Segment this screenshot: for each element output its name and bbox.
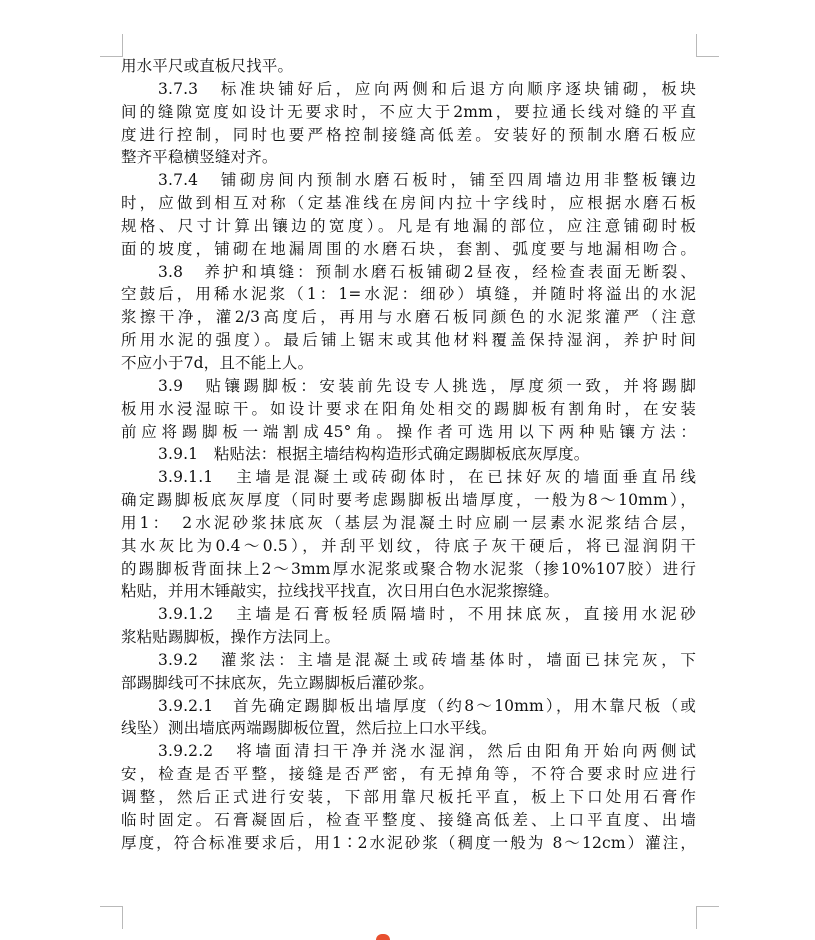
text-line: 空鼓后，用稀水泥浆（1：1=水泥：细砂）填缝，并随时将溢出的水泥 [121, 285, 696, 304]
text-line: 临时固定。石膏凝固后，检查平整度、接缝高低差、上口平直度、出墙 [121, 810, 696, 829]
text-line: 线坠）测出墙底两端踢脚板位置，然后拉上口水平线。 [121, 719, 497, 738]
paragraph-first-line: 3.9.2.2 将墙面清扫干净并浇水湿润，然后由阳角开始向两侧试 [158, 742, 696, 761]
text-line: 用水平尺或直板尺找平。 [121, 57, 294, 75]
text-line: 浆粘贴踢脚板，操作方法同上。 [121, 628, 341, 647]
text-line: 部踢脚线可不抹底灰，先立踢脚板后灌砂浆。 [121, 673, 435, 692]
page-edge-mark [376, 934, 390, 940]
margin-corner-top-right [696, 34, 719, 57]
text-line: 面的坡度，铺砌在地漏周围的水磨石块，套割、弧度要与地漏相吻合。 [121, 239, 696, 258]
paragraph-first-line: 3.9.1.2 主墙是石膏板轻质隔墙时，不用抹底灰，直接用水泥砂 [158, 605, 696, 624]
text-line: 度进行控制，同时也要严格控制接缝高低差。安装好的预制水磨石板应 [121, 125, 696, 144]
paragraph-first-line: 3.9.1.1 主墙是混凝土或砖砌体时，在已抹好灰的墙面垂直吊线 [158, 468, 696, 487]
margin-corner-bottom-right [696, 906, 719, 929]
text-line: 前应将踢脚板一端割成45°角。操作者可选用以下两种贴镶方法： [121, 422, 696, 441]
text-line: 整齐平稳横竖缝对齐。 [121, 148, 278, 167]
paragraph-first-line: 3.9.2 灌浆法：主墙是混凝土或砖墙基体时，墙面已抹完灰，下 [158, 650, 696, 669]
paragraph-first-line: 3.9 贴镶踢脚板：安装前先设专人挑选，厚度须一致，并将踢脚 [158, 376, 696, 395]
paragraph-first-line: 3.9.2.1 首先确定踢脚板出墙厚度（约8～10mm），用木靠尺板（或 [158, 696, 696, 715]
text-line: 粘贴，并用木锤敲实，拉线找平找直，次日用白色水泥浆擦缝。 [121, 582, 560, 601]
text-line: 规格、尺寸计算出镶边的宽度）。凡是有地漏的部位，应注意铺砌时板 [121, 216, 696, 235]
paragraph-first-line: 3.9.1 粘贴法：根据主墙结构构造形式确定踢脚板底灰厚度。 [158, 445, 590, 464]
text-line: 调整，然后正式进行安装，下部用靠尺板托平直，板上下口处用石膏作 [121, 788, 696, 806]
document-body[interactable] [121, 55, 696, 855]
text-line: 安，检查是否平整，接缝是否严密，有无掉角等，不符合要求时应进行 [121, 765, 696, 784]
text-line: 确定踢脚板底灰厚度（同时要考虑踢脚板出墙厚度，一般为8～10mm）， [121, 491, 696, 510]
text-line: 厚度，符合标准要求后，用1∶2水泥砂浆（稠度一般为 8～12cm）灌注， [121, 833, 696, 852]
text-line: 板用水浸湿晾干。如设计要求在阳角处相交的踢脚板有割角时，在安装 [121, 399, 696, 418]
text-line: 时，应做到相互对称（定基准线在房间内拉十字线时，应根据水磨石板 [121, 194, 696, 213]
text-line: 浆擦干净，灌2/3高度后，再用与水磨石板同颜色的水泥浆灌严（注意 [121, 308, 696, 327]
paragraph-first-line: 3.7.3 标准块铺好后，应向两侧和后退方向顺序逐块铺砌，板块 [158, 79, 696, 98]
text-line: 其水灰比为0.4～0.5），并刮平划纹，待底子灰干硬后，将已湿润阴干 [121, 536, 696, 555]
text-line: 不应小于7d，且不能上人。 [121, 353, 314, 372]
text-line: 的踢脚板背面抹上2～3mm厚水泥浆或聚合物水泥浆（掺10%107胶）进行 [121, 559, 696, 578]
paragraph-first-line: 3.7.4 铺砌房间内预制水磨石板时，铺至四周墙边用非整板镶边 [158, 171, 696, 190]
text-line: 间的缝隙宽度如设计无要求时，不应大于2mm，要拉通长线对缝的平直 [121, 102, 696, 121]
text-line: 所用水泥的强度）。最后铺上锯末或其他材料覆盖保持湿润，养护时间 [121, 331, 696, 350]
text-line: 用1： 2水泥砂浆抹底灰（基层为混凝土时应刷一层素水泥浆结合层， [121, 513, 696, 532]
paragraph-first-line: 3.8 养护和填缝：预制水磨石板铺砌2昼夜，经检查表面无断裂、 [158, 262, 696, 281]
margin-corner-top-left [100, 34, 123, 57]
margin-corner-bottom-left [100, 906, 123, 929]
